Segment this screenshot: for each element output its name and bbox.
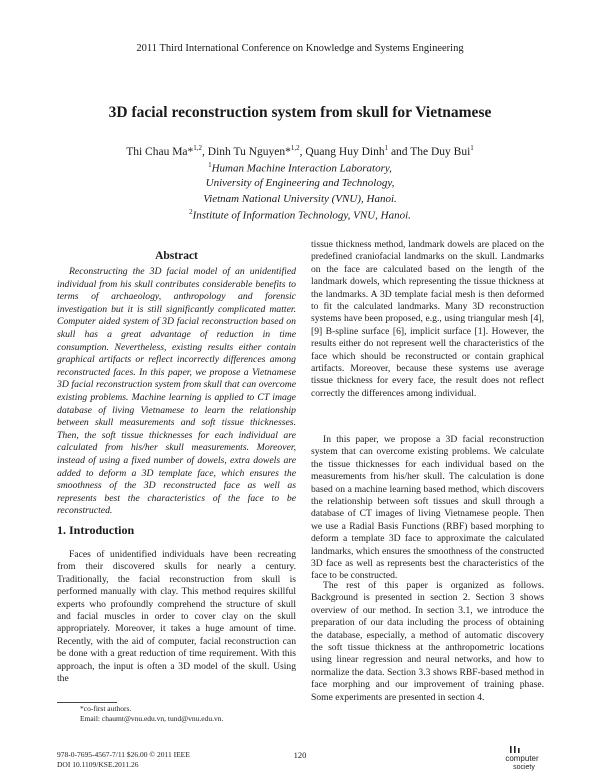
right-column-paragraph-3: The rest of this paper is organized as follows. Background is presented in section 2. Section 3 shows overview of our method. In section 3.1, we introduce the preparation of our data including the process of obtaining the database, especially, a method of automatic discovery the soft tissue thickness at the anthropometric locations using linear regression and neural networks, and how to normalize the data. Section 3.3 shows RBF-based method in face morphing and our improvement of training phase. Some experiments are presented in section 4. — [311, 580, 544, 703]
author-separator: , — [202, 145, 208, 158]
footer-isbn: 978-0-7695-4567-7/11 $26.00 © 2011 IEEE — [57, 750, 190, 759]
author-list — [0, 144, 600, 158]
logo-text-society: society — [513, 764, 535, 771]
introduction-paragraph: Faces of unidentified individuals have been recreating from their discovered skulls for nearly a century. Traditionally, the facial reconstruction from skull is performed manually with clay. This method requires skillful experts who profoundly comprehend the structure of skull and facial muscles in order to cover clay on the skull appropriately. Moreover, it takes a huge amount of time. Recently, with the aid of computer, facial reconstruction can be done with a great reduction of time requirement. With this approach, the input is often a 3D model of the skull. Using the — [57, 549, 296, 685]
author-name: Thi Chau Ma* — [126, 145, 194, 158]
affiliation-1-line-2: University of Engineering and Technology, — [205, 177, 395, 189]
conference-header: 2011 Third International Conference on Knowledge and Systems Engineering — [136, 43, 464, 54]
affiliation-text: Institute of Information Technology, VNU, Hanoi. — [192, 209, 411, 222]
affiliation-mark: 2 — [189, 208, 193, 216]
abstract-heading: Abstract — [155, 250, 198, 262]
affiliation-1-line-3: Vietnam National University (VNU), Hanoi. — [203, 193, 397, 205]
footer-doi: DOI 10.1109/KSE.2011.26 — [57, 760, 139, 769]
logo-text-computer: computer — [505, 754, 539, 763]
affiliation-mark: 1 — [208, 161, 212, 169]
author-affiliation-mark: 1 — [384, 144, 389, 152]
footnote-co-first: *co-first authors. — [80, 704, 132, 713]
footnote-email: Email: chaumt@vnu.edu.vn, tund@vnu.edu.vn. — [80, 714, 224, 723]
page-number: 120 — [293, 750, 307, 760]
author-name: Quang Huy Dinh — [305, 145, 385, 158]
right-column-paragraph-1: tissue thickness method, landmark dowels are placed on the predefined craniofacial landmarks on the skull. Landmarks on the face are calculated based on the length of the landmark dowels, which representing the tissue thickness at the landmarks. A 3D template facial mesh is then deformed to fit the calculated landmarks. Many 3D reconstruction systems have been proposed, e.g., using triangular mesh [4], [9] B-spline surface [6], implicit surface [1]. However, the results either do not represent well the characteristics of the face which should be reconstructed or contain graphical artifacts. Moreover, because these systems use average tissue thickness for every face, the result does not reflect correctly the differences among individual. — [311, 239, 544, 399]
footnote-divider — [57, 702, 117, 703]
ieee-computer-society-logo — [492, 745, 552, 771]
author-separator: and — [388, 145, 411, 158]
affiliation-2 — [0, 208, 600, 222]
author-name: Dinh Tu Nguyen* — [207, 145, 291, 158]
introduction-heading: 1. Introduction — [57, 523, 135, 537]
author-affiliation-mark: 1,2 — [290, 144, 300, 152]
author-affiliation-mark: 1,2 — [193, 144, 203, 152]
author-name: The Duy Bui — [410, 145, 471, 158]
abstract-text: Reconstructing the 3D facial model of an unidentified individual from his skull contributes considerable benefits to terms of archaeology, anthropology and forensic investigation but it is still significantly complicated matter. Computer aided system of 3D facial reconstruction based on skull has a great advantage of reduction in time consumption. Nevertheless, existing results either contain graphical artifacts or reflect incorrectly differences among reconstructed faces. In this paper, we propose a Vietnamese 3D facial reconstruction system from skull that can overcome existing problems. Machine learning is applied to CT image database of living Vietnamese to learn the relationship between skull measurements and soft tissue thicknesses. Then, the soft tissue thicknesses for each individual are calculated from his/her skull measurements. Moreover, instead of using a fixed number of dowels, extra dowels are added to deform a 3D template face, which ensures the smoothness of the 3D reconstructed face as well as represents best the characteristics of the face to be reconstructed. — [57, 266, 296, 517]
affiliation-1-line-1 — [0, 161, 600, 175]
author-affiliation-mark: 1 — [470, 144, 474, 152]
right-column-paragraph-2: In this paper, we propose a 3D facial reconstruction system that can overcome existing problems. We calculate the tissue thicknesses for each individual based on the measurements from his/her skull. The calculation is done based on a machine learning based method, which discovers the relationship between soft tissues and skull through a database of CT images of living Vietnamese people. Then we use a Radial Basis Functions (RBF) based morphing to deform a template 3D face to approximate the calculated landmarks, which ensures the smoothness of the constructed 3D face as well as represents best the characteristics of the face to be constructed. — [311, 434, 544, 582]
author-separator: , — [299, 145, 306, 158]
paper-title: 3D facial reconstruction system from skull for Vietnamese — [108, 104, 492, 121]
affiliation-text: Human Machine Interaction Laboratory, — [211, 162, 392, 175]
